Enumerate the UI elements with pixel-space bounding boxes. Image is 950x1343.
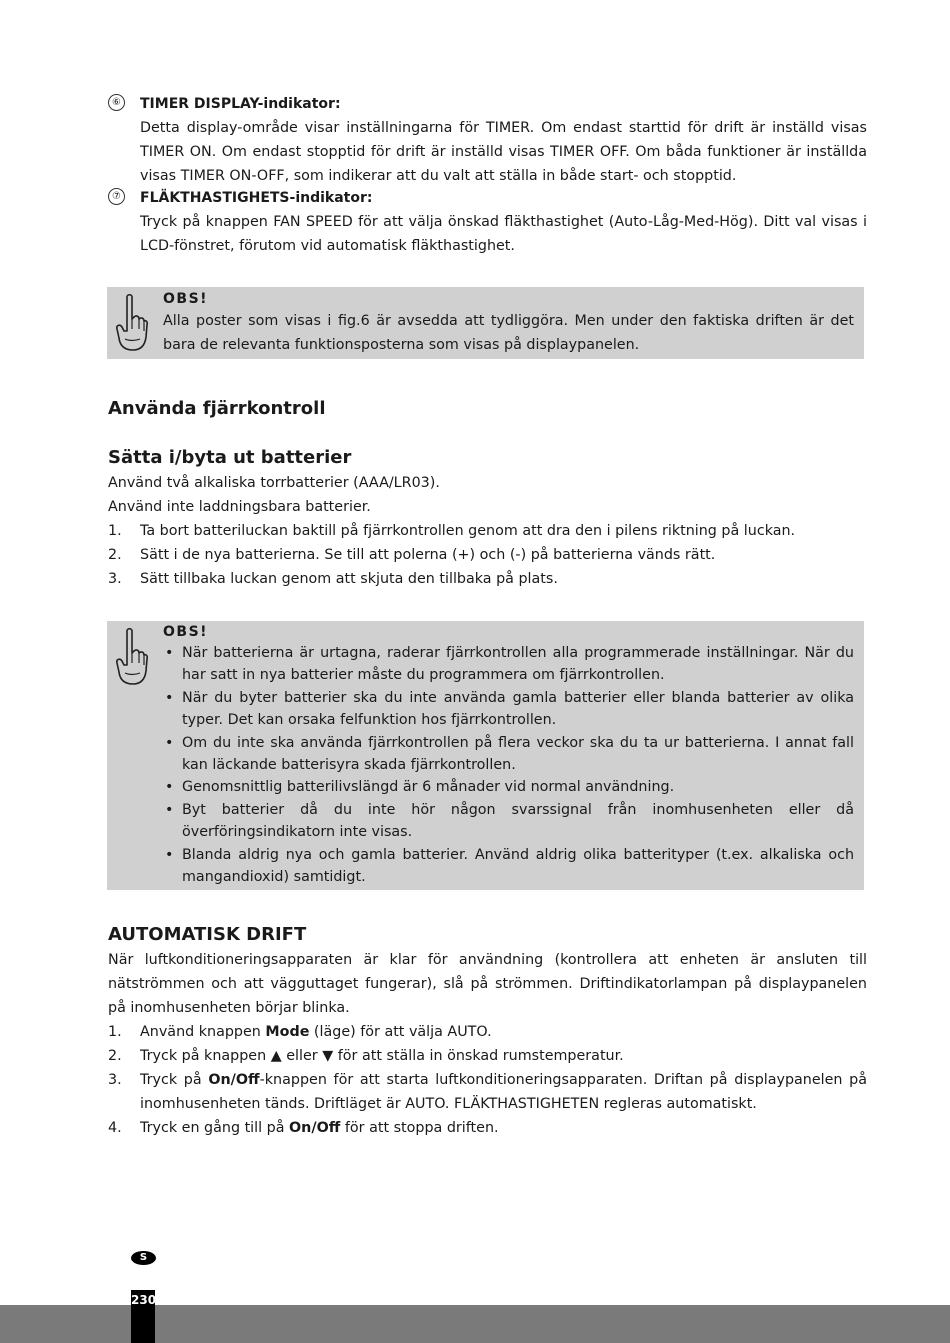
auto-intro: När luftkonditioneringsapparaten är klar för användning (kontrollera att enheten är ansluten till nätströmmen och att vägguttaget fungerar), slå på strömmen. Driftindikatorlampan på displaypanelen på inomhusenheten börjar blinka. [108,952,867,1016]
text-run: Använd knappen [140,1024,266,1040]
step-number: 4. [108,1120,122,1136]
batteries-line-2: Använd inte laddningsbara batterier. [108,499,371,515]
timer-display-heading: TIMER DISPLAY-indikator: [140,96,341,112]
list-item [108,1068,867,1116]
up-arrow-icon: ▲ [270,1048,282,1064]
list-item [163,844,854,889]
bullet-text: När du byter batterier ska du inte använda gamla batterier eller blanda batterier av olika typer. Det kan orsaka felfunktion hos fjärrkontrollen. [182,689,854,729]
text-run: -knappen för att starta luftkonditioneringsapparaten. Driftan på displaypanelen på inomhusenheten tänds. Driftläget är AUTO. FLÄKTHASTIGHETEN regleras automatiskt. [140,1072,867,1112]
auto-steps [108,1020,867,1140]
note-box-display [107,287,864,359]
list-item [163,799,854,844]
timer-display-item [108,92,867,188]
list-item [108,1044,867,1068]
list-item [163,642,854,687]
list-item [163,732,854,777]
list-item [108,1020,867,1044]
on-off-keyword: On/Off [289,1120,341,1136]
list-item [108,567,867,591]
on-off-keyword: On/Off [208,1072,260,1088]
note-box-batteries [107,621,864,890]
list-item [108,543,867,567]
text-run: (läge) för att välja AUTO. [309,1024,492,1040]
pointing-hand-icon [113,627,149,687]
batteries-line-1: Använd två alkaliska torrbatterier (AAA/LR03). [108,475,440,491]
list-item [108,519,867,543]
page-number: 230 [131,1293,157,1307]
list-item [163,776,854,798]
down-arrow-icon: ▼ [322,1048,334,1064]
mode-keyword: Mode [265,1024,310,1040]
note-label: OBS! [163,624,209,640]
step-number: 3. [108,1072,122,1088]
note-label: OBS! [163,291,209,307]
step-text: Sätt i de nya batterierna. Se till att polerna (+) och (-) på batterierna vänds rätt. [140,547,716,563]
text-run: Tryck en gång till på [140,1120,290,1136]
step-text [140,1024,492,1040]
section-title-batteries: Sätta i/byta ut batterier [108,447,352,468]
step-text: Ta bort batteriluckan baktill på fjärrkontrollen genom att dra den i pilens riktning på luckan. [140,523,796,539]
bullet: • [165,689,174,706]
step-text [140,1072,867,1112]
text-run: Tryck på knappen [140,1048,271,1064]
step-text [140,1120,499,1136]
bullet-text: Byt batterier då du inte hör någon svarssignal från inomhusenheten eller då överföringsindikatorn inte visas. [182,801,854,841]
section-title-remote: Använda fjärrkontroll [108,398,326,419]
bullet-text: Genomsnittlig batterilivslängd är 6 månader vid normal användning. [182,779,675,796]
bullet-text: Blanda aldrig nya och gamla batterier. Använd aldrig olika batterityper (t.ex. alkaliska och mangandioxid) samtidigt. [182,846,854,886]
bullet: • [165,779,174,796]
batteries-intro [108,471,867,519]
text-run: Tryck på [140,1072,209,1088]
language-badge: S [131,1251,156,1265]
step-number: 3. [108,571,122,587]
battery-steps [108,519,867,591]
bullet-text: Om du inte ska använda fjärrkontrollen på flera veckor ska du ta ur batterierna. I annat fall kan läckande batterisyra skada fjärrkontrollen. [182,734,854,774]
list-item [108,1116,867,1140]
fan-speed-heading: FLÄKTHASTIGHETS-indikator: [140,190,373,206]
section-title-auto: AUTOMATISK DRIFT [108,924,307,945]
bullet: • [165,846,174,863]
step-number: 1. [108,1024,122,1040]
step-number: 2. [108,547,122,563]
item-number-6: ⑥ [108,94,125,111]
bullet: • [165,801,174,818]
note-text: Alla poster som visas i fig.6 är avsedda att tydliggöra. Men under den faktiska driften är det bara de relevanta funktionsposterna som visas på displaypanelen. [163,313,854,353]
text-run: eller [281,1048,323,1064]
fan-speed-item [108,186,867,258]
note-bullet-list [163,642,854,888]
bullet: • [165,734,174,751]
item-number-7: ⑦ [108,188,125,205]
step-text: Sätt tillbaka luckan genom att skjuta den tillbaka på plats. [140,571,558,587]
text-run: för att ställa in önskad rumstemperatur. [333,1048,624,1064]
timer-display-text: Detta display-område visar inställningarna för TIMER. Om endast starttid för drift är inställd visas TIMER ON. Om endast stopptid för drift är inställd visas TIMER OFF. Om båda funktioner är inställda visas TIMER ON-OFF, som indikerar att du valt att ställa in både start- och stopptid. [140,120,867,184]
pointing-hand-icon [113,293,149,353]
fan-speed-text: Tryck på knappen FAN SPEED för att välja önskad fläkthastighet (Auto-Låg-Med-Hög). Ditt val visas i LCD-fönstret, förutom vid automatisk fläkthastighet. [140,214,867,254]
bullet: • [165,645,174,661]
list-item [163,687,854,732]
step-number: 1. [108,523,122,539]
bullet-text: När batterierna är urtagna, raderar fjärrkontrollen alla programmerade inställningar. När du har satt in nya batterier måste du programmera om fjärrkontrollen. [182,645,854,684]
step-number: 2. [108,1048,122,1064]
text-run: för att stoppa driften. [340,1120,499,1136]
step-text [140,1048,624,1064]
